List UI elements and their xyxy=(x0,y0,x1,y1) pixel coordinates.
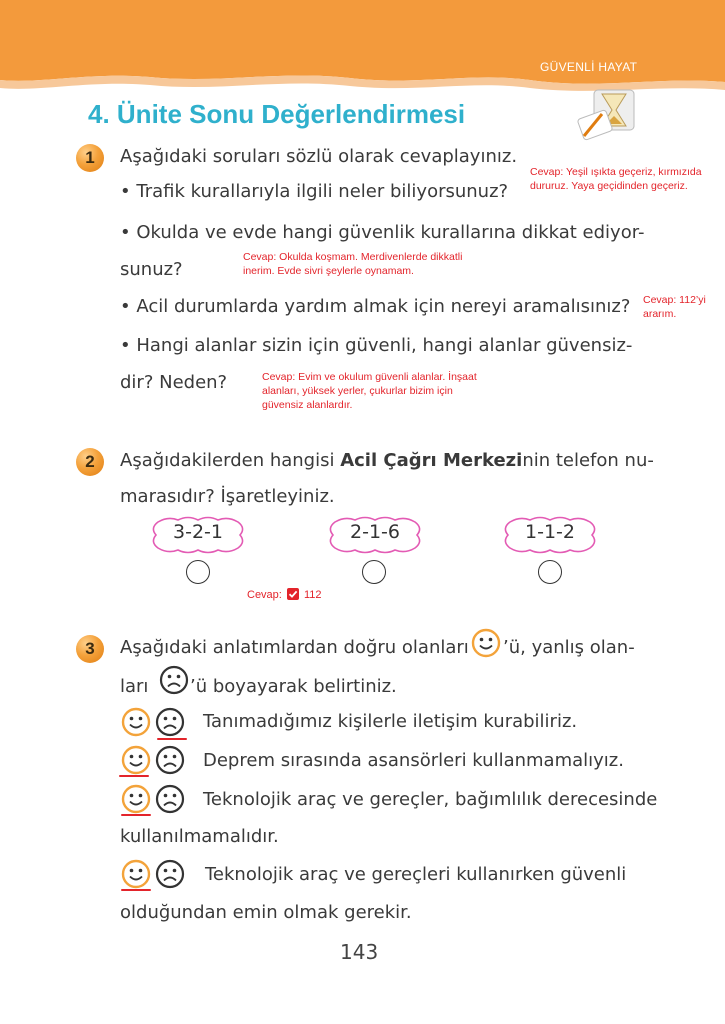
question-1-bullet-4: • Hangi alanlar sizin için güvenli, hangi alanlar güvensiz- xyxy=(120,335,633,356)
marked-happy-underline xyxy=(119,775,149,777)
happy-face-icon xyxy=(123,709,149,735)
face-pair-1[interactable] xyxy=(120,706,188,738)
question-1-prompt: Aşağıdaki soruları sözlü olarak cevaplayınız. xyxy=(120,146,518,167)
question-1-bullet-4-cont: dir? Neden? xyxy=(120,372,228,393)
question-1-bullet-2-cont: sunuz? xyxy=(120,259,183,280)
sad-face-icon xyxy=(157,747,183,773)
option-3-text: 1-1-2 xyxy=(525,521,575,543)
face-pair-2[interactable] xyxy=(120,744,188,776)
question-2-line-2: marasıdır? İşaretleyiniz. xyxy=(120,486,335,507)
option-2-radio[interactable] xyxy=(362,560,386,584)
question-3-line-1b: ’ü, yanlış olan- xyxy=(503,637,635,658)
sad-face-icon xyxy=(158,664,190,696)
question-1-bullet-1: • Trafik kurallarıyla ilgili neler biliyorsunuz? xyxy=(120,181,509,202)
sad-face-icon xyxy=(157,709,183,735)
marked-sad-underline xyxy=(157,738,187,740)
statement-1: Tanımadığımız kişilerle iletişim kurabiliriz. xyxy=(203,711,578,732)
option-2-text: 2-1-6 xyxy=(350,521,400,543)
answer-4: Cevap: Evim ve okulum güvenli alanlar. İnşaat alanları, yüksek yerler, çukurlar bizim için güvensiz alanlardır. xyxy=(262,371,477,411)
question-1-number: 1 xyxy=(76,144,104,172)
section-label: GÜVENLİ HAYAT xyxy=(540,60,638,74)
question-3-line-2b: ’ü boyayarak belirtiniz. xyxy=(190,676,397,697)
checkmark-icon xyxy=(287,588,299,600)
question-3-line-2a: ları xyxy=(120,676,149,697)
happy-face-icon xyxy=(123,786,149,812)
question-2-line-1: Aşağıdakilerden hangisi Acil Çağrı Merkezinin telefon nu- xyxy=(120,450,654,471)
marked-happy-underline xyxy=(121,814,151,816)
page-title: 4. Ünite Sonu Değerlendirmesi xyxy=(88,99,466,129)
statement-4: Teknolojik araç ve gereçleri kullanırken güvenli xyxy=(205,864,627,885)
sad-face-icon xyxy=(157,861,183,887)
option-1-radio[interactable] xyxy=(186,560,210,584)
question-1-bullet-2: • Okulda ve evde hangi güvenlik kurallarına dikkat ediyor- xyxy=(120,222,645,243)
face-pair-3[interactable] xyxy=(120,783,188,815)
happy-face-icon xyxy=(470,627,502,659)
option-3-radio[interactable] xyxy=(538,560,562,584)
sad-face-icon xyxy=(157,786,183,812)
hourglass-icon xyxy=(572,84,642,146)
option-1-text: 3-2-1 xyxy=(173,521,223,543)
question-3-number: 3 xyxy=(76,635,104,663)
statement-2: Deprem sırasında asansörleri kullanmamalıyız. xyxy=(203,750,624,771)
answer-q2: Cevap: 112 xyxy=(247,589,322,601)
statement-4-cont: olduğundan emin olmak gerekir. xyxy=(120,902,412,923)
face-pair-4[interactable] xyxy=(120,858,188,890)
question-3-line-1a: Aşağıdaki anlatımlardan doğru olanları xyxy=(120,637,469,658)
answer-2: Cevap: Okulda koşmam. Merdivenlerde dikkatli inerim. Evde sivri şeylerle oynamam. xyxy=(243,251,463,277)
statement-3: Teknolojik araç ve gereçler, bağımlılık derecesinde xyxy=(203,789,658,810)
page-number: 143 xyxy=(340,940,379,964)
question-1-bullet-3: • Acil durumlarda yardım almak için nereyi aramalısınız? xyxy=(120,296,631,317)
answer-3: Cevap: 112’yi ararım. xyxy=(643,294,706,320)
statement-3-cont: kullanılmamalıdır. xyxy=(120,826,279,847)
marked-happy-underline xyxy=(121,889,151,891)
question-2-number: 2 xyxy=(76,448,104,476)
answer-1: Cevap: Yeşil ışıkta geçeriz, kırmızıda dururuz. Yaya geçidinden geçeriz. xyxy=(530,166,702,192)
happy-face-icon xyxy=(123,861,149,887)
happy-face-icon xyxy=(123,747,149,773)
